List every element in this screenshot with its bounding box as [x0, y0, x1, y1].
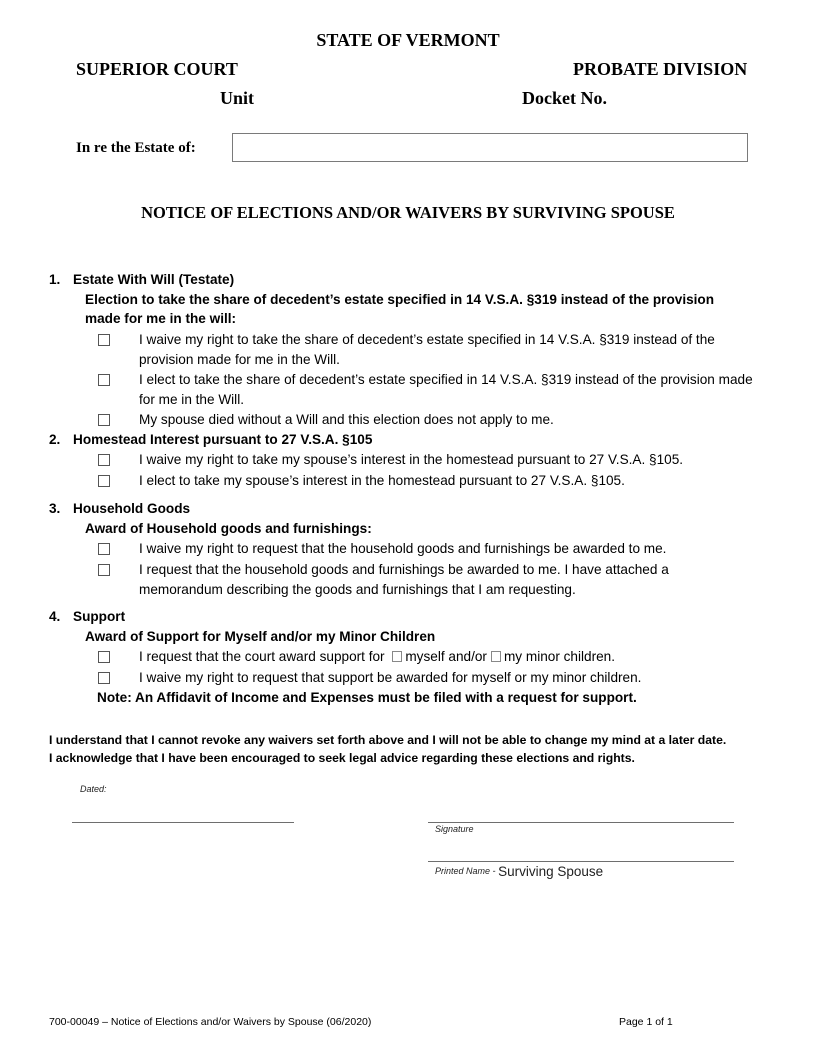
acknowledgment-line-1: I understand that I cannot revoke any waivers set forth above and I will not be able to change my mind at a later date.	[49, 733, 727, 747]
section-heading	[49, 270, 234, 290]
checkbox[interactable]	[98, 414, 110, 426]
section-title: Estate With Will (Testate)	[73, 272, 235, 287]
option-text: I elect to take the share of decedent’s estate specified in 14 V.S.A. §319 instead of the provision made for me in the Will.	[139, 372, 753, 407]
option-text: I request that the household goods and furnishings be awarded to me. I have attached a memorandum describing the goods and furnishings that I am requesting.	[139, 562, 669, 597]
option-text: I waive my right to take my spouse’s interest in the homestead pursuant to 27 V.S.A. §105.	[139, 452, 684, 467]
option-text: My spouse died without a Will and this election does not apply to me.	[139, 412, 554, 427]
checkbox[interactable]	[98, 475, 110, 487]
section-title: Support	[73, 609, 126, 624]
option-text: I waive my right to take the share of decedent’s estate specified in 14 V.S.A. §319 instead of the provision made for me in the Will.	[139, 332, 715, 367]
estate-label: In re the Estate of:	[76, 140, 196, 156]
section-number: 4.	[49, 609, 61, 624]
acknowledgment-line-2: I acknowledge that I have been encouraged to seek legal advice regarding these elections and rights.	[49, 751, 635, 765]
printed-name-value: Surviving Spouse	[498, 864, 604, 879]
option-text: I waive my right to request that the household goods and furnishings be awarded to me.	[139, 541, 667, 556]
checkbox-minor-children[interactable]	[491, 651, 501, 662]
checkbox-myself[interactable]	[392, 651, 402, 662]
docket-label: Docket No.	[522, 88, 607, 108]
checkbox[interactable]	[98, 672, 110, 684]
unit-label: Unit	[220, 88, 255, 108]
form-title: NOTICE OF ELECTIONS AND/OR WAIVERS BY SURVIVING SPOUSE	[141, 203, 675, 222]
footer-page-number: Page 1 of 1	[619, 1016, 673, 1028]
option-text: I waive my right to request that support be awarded for myself or my minor children.	[139, 670, 642, 685]
checkbox[interactable]	[98, 374, 110, 386]
option-text: I elect to take my spouse’s interest in the homestead pursuant to 27 V.S.A. §105.	[139, 473, 625, 488]
section-number: 1.	[49, 272, 61, 287]
section-number: 3.	[49, 501, 61, 516]
section-title: Household Goods	[73, 501, 191, 516]
section-heading	[49, 430, 372, 450]
dated-label: Dated:	[80, 784, 107, 794]
checkbox[interactable]	[98, 334, 110, 346]
court-heading: SUPERIOR COURT	[76, 59, 238, 79]
checkbox[interactable]	[98, 564, 110, 576]
checkbox[interactable]	[98, 454, 110, 466]
checkbox[interactable]	[98, 651, 110, 663]
printed-name-line[interactable]	[428, 861, 734, 862]
estate-name-field[interactable]	[232, 133, 748, 162]
option-text	[139, 647, 769, 667]
section-heading	[49, 607, 125, 627]
section-subheading-cont: made for me in the will:	[85, 311, 237, 326]
section-title: Homestead Interest pursuant to 27 V.S.A. §105	[73, 432, 373, 447]
signature-label: Signature	[435, 824, 474, 834]
printed-name-row	[435, 864, 603, 879]
signature-line[interactable]	[428, 822, 734, 823]
section-heading	[49, 499, 190, 519]
option-myself-label: myself and/or	[405, 649, 487, 664]
checkbox[interactable]	[98, 543, 110, 555]
division-heading: PROBATE DIVISION	[573, 59, 748, 79]
section-number: 2.	[49, 432, 61, 447]
section-subheading: Election to take the share of decedent’s estate specified in 14 V.S.A. §319 instead of the provision	[85, 292, 715, 307]
section-subheading: Award of Support for Myself and/or my Minor Children	[85, 629, 436, 644]
state-heading: STATE OF VERMONT	[316, 30, 500, 50]
footer-form-id: 700-00049 – Notice of Elections and/or Waivers by Spouse (06/2020)	[49, 1016, 372, 1028]
printed-name-separator: -	[492, 866, 496, 876]
printed-name-label: Printed Name	[435, 866, 491, 876]
support-note: Note: An Affidavit of Income and Expenses must be filed with a request for support.	[97, 690, 637, 705]
dated-line[interactable]	[72, 822, 294, 823]
section-subheading: Award of Household goods and furnishings:	[85, 521, 372, 536]
option-minor-children-label: my minor children.	[503, 649, 616, 664]
option-text-prefix: I request that the court award support for	[139, 649, 385, 664]
